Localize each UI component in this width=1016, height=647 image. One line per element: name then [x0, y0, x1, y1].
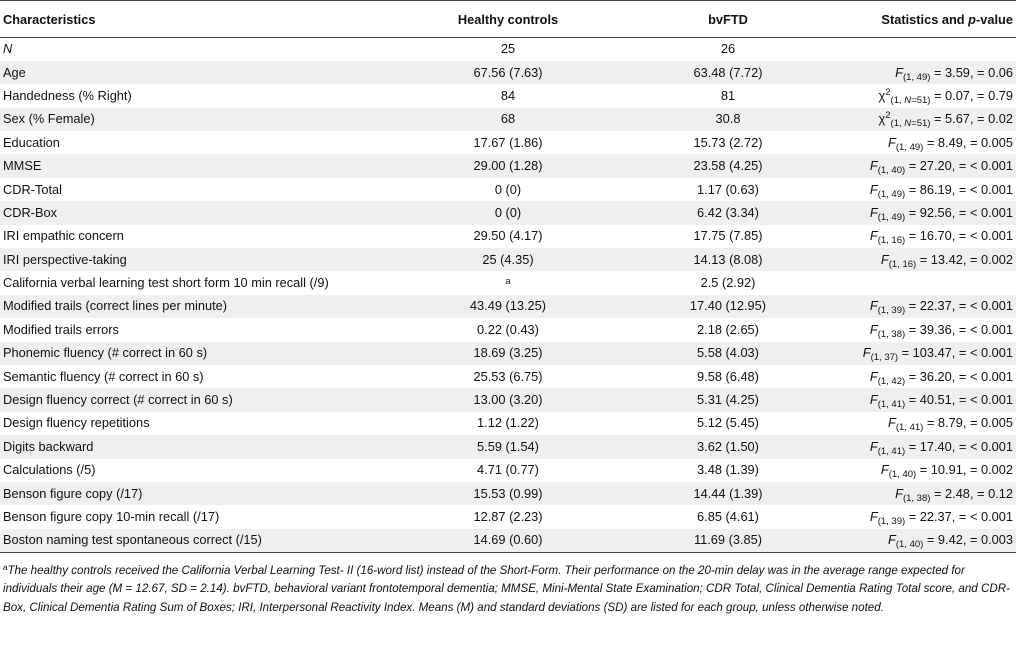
row-healthy-controls-value: 0 (0) [494, 204, 522, 220]
footnote-ref: a [505, 275, 511, 287]
row-bvftd-value: 5.31 (4.25) [697, 392, 759, 408]
row-characteristic: Design fluency correct (# correct in 60 s) [3, 392, 233, 408]
stat-value: 92.56 [919, 204, 952, 220]
row-characteristic: Design fluency repetitions [3, 415, 150, 431]
row-characteristic: Modified trails (correct lines per minute) [3, 298, 228, 314]
stat-p-value: 0.79 [988, 87, 1013, 103]
table-row [0, 505, 1016, 528]
table-body [0, 38, 1016, 553]
row-statistic: $F_{(1, 39)} = 22.37$, = < 0.001 [869, 298, 1013, 317]
row-characteristic: Education [3, 134, 60, 150]
stat-value: 5.67 [945, 111, 970, 127]
stat-df: (1, 16) [888, 258, 917, 270]
table-row [0, 61, 1016, 84]
stat-test: F [880, 251, 889, 267]
row-statistic: $\chi^2_{(1, N=51)} = 5.67$, = 0.02 [878, 110, 1013, 130]
stat-value: 13.42 [930, 251, 963, 267]
stat-test: χ [878, 87, 886, 103]
row-statistic: $F_{(1, 40)} = 10.91$, = 0.002 [880, 462, 1013, 481]
table-row [0, 201, 1016, 224]
row-bvftd-value: 1.17 (0.63) [697, 181, 759, 197]
stat-df: (1, 49) [902, 71, 931, 83]
row-statistic: $F_{(1, 38)} = 39.36$, = < 0.001 [869, 321, 1013, 340]
table-row [0, 295, 1016, 318]
table-row [0, 388, 1016, 411]
stat-test: F [869, 181, 878, 197]
stat-value: 8.49 [937, 134, 963, 150]
row-statistic: $F_{(1, 41)} = 40.51$, = < 0.001 [869, 392, 1013, 411]
table-row [0, 178, 1016, 201]
row-healthy-controls-value: 17.67 (1.86) [473, 134, 543, 150]
row-statistic: $F_{(1, 38)} = 2.48$, = 0.12 [895, 485, 1013, 504]
stat-test: F [888, 532, 896, 548]
footnote-text: The healthy controls received the California Verbal Learning Test- II (16-word list) instead of the Short-Form. Their performance on the 20-min delay was in the average range expected for individuals their age (M = 12.67, SD = 2.14). bvFTD, behavioral variant frontotemporal dementia; MMSE, Mini-Mental State Examination; CDR Total, Clinical Dementia Rating Total score, and CDR-Box, Clinical Dementia Rating Sum of Boxes; IRI, Interpersonal Reactivity Index. Means (M) and standard deviations (SD) are listed for each group, unless otherwise noted. [3, 563, 1010, 614]
stat-p-value: 0.06 [988, 64, 1013, 80]
row-statistic: $F_{(1, 41)} = 17.40$, = < 0.001 [869, 438, 1013, 457]
table-row [0, 84, 1016, 107]
row-characteristic: Semantic fluency (# correct in 60 s) [3, 368, 204, 384]
row-healthy-controls-value: 5.59 (1.54) [477, 438, 539, 454]
stat-p-value: 0.12 [988, 485, 1013, 501]
stat-p-value: 0.002 [980, 251, 1013, 267]
stat-df: (1, 16) [877, 235, 906, 247]
stat-test: F [869, 158, 878, 174]
stat-p-value: 0.003 [980, 532, 1013, 548]
stat-df: (1, 38) [877, 328, 906, 340]
stat-p-value: < 0.001 [969, 392, 1013, 408]
table-row [0, 342, 1016, 365]
stat-df: (1, 49) [877, 211, 906, 223]
row-bvftd-value: 3.48 (1.39) [697, 462, 759, 478]
row-statistic: $F_{(1, 49)} = 92.56$, = < 0.001 [869, 204, 1013, 223]
table-row [0, 38, 1016, 61]
row-bvftd-value: 30.8 [715, 111, 741, 127]
stat-value: 8.79 [937, 415, 963, 431]
row-statistic: $\chi^2_{(1, N=51)} = 0.07$, = 0.79 [878, 86, 1013, 106]
row-characteristic: Handedness (% Right) [3, 87, 132, 103]
row-bvftd-value: 23.58 (4.25) [693, 158, 763, 174]
row-statistic: $F_{(1, 16)} = 13.42$, = 0.002 [880, 251, 1013, 270]
row-statistic: $F_{(1, 41)} = 8.79$, = 0.005 [888, 415, 1013, 434]
row-bvftd-value: 81 [720, 87, 736, 103]
row-statistic: $F_{(1, 39)} = 22.37$, = < 0.001 [869, 509, 1013, 527]
row-healthy-controls-value: 25 (4.35) [482, 251, 534, 267]
row-bvftd-value: 14.13 (8.08) [693, 251, 763, 267]
header-statistics: Statistics and p-value [838, 1, 1016, 38]
row-statistic: $F_{(1, 40)} = 9.42$, = 0.003 [838, 529, 1016, 552]
row-bvftd-value: 3.62 (1.50) [697, 438, 759, 454]
row-characteristic: California verbal learning test short form 10 min recall (/9) [3, 275, 329, 291]
row-healthy-controls-value: 84 [500, 87, 516, 103]
stat-df: (1, 39) [877, 305, 906, 317]
stat-value: 22.37 [919, 298, 952, 314]
table-row [0, 154, 1016, 177]
row-bvftd-value: 2.18 (2.65) [697, 321, 759, 337]
stat-value: 2.48 [945, 485, 970, 501]
row-characteristic: Calculations (/5) [3, 462, 96, 478]
stat-p-value: 0.005 [980, 134, 1013, 150]
stat-p-value: < 0.001 [969, 345, 1013, 361]
row-healthy-controls-value: 14.69 (0.60) [398, 529, 618, 552]
row-healthy-controls-value: 1.12 (1.22) [477, 415, 539, 431]
stat-value: 86.19 [919, 181, 952, 197]
row-characteristic: IRI empathic concern [3, 228, 124, 244]
row-bvftd-value: 14.44 (1.39) [693, 485, 763, 501]
stat-value: 9.42 [937, 532, 963, 548]
stat-value: 16.70 [919, 228, 952, 244]
table-row [0, 412, 1016, 435]
row-healthy-controls-value: 43.49 (13.25) [469, 298, 547, 314]
stat-df: (1, 49) [877, 188, 906, 200]
row-characteristic: Benson figure copy (/17) [3, 485, 143, 501]
table-row [0, 459, 1016, 482]
stat-df: (1, N=51) [890, 118, 931, 130]
row-statistic: $F_{(1, 40)} = 27.20$, = < 0.001 [869, 158, 1013, 177]
row-healthy-controls-value: 68 [500, 111, 516, 127]
stat-df: (1, 37) [870, 352, 899, 364]
row-healthy-controls-value: 12.87 (2.23) [473, 509, 543, 524]
table-footnote [0, 553, 1016, 618]
row-bvftd-value: 11.69 (3.85) [618, 529, 838, 552]
row-healthy-controls-value [398, 271, 618, 294]
row-bvftd-value: 26 [720, 41, 736, 57]
stat-test: F [862, 345, 871, 361]
stat-test: F [869, 392, 878, 408]
row-statistic: $F_{(1, 49)} = 3.59$, = 0.06 [895, 64, 1013, 83]
row-characteristic: MMSE [3, 158, 42, 174]
stat-df: (1, 42) [877, 375, 906, 387]
row-statistic: $F_{(1, 16)} = 16.70$, = < 0.001 [869, 228, 1013, 247]
table-row [0, 225, 1016, 248]
stat-test: F [869, 204, 878, 220]
stat-df: (1, 41) [877, 445, 906, 457]
stat-df: (1, 41) [895, 422, 924, 434]
row-healthy-controls-value: 13.00 (3.20) [473, 392, 543, 408]
row-characteristic: Age [3, 64, 26, 80]
row-characteristic: N [3, 41, 13, 57]
stat-p-value: < 0.001 [969, 158, 1013, 174]
stat-p-value: 0.005 [980, 415, 1013, 431]
row-statistic: $F_{(1, 42)} = 36.20$, = < 0.001 [869, 368, 1013, 387]
row-healthy-controls-value: 67.56 (7.63) [473, 64, 543, 80]
stat-value: 3.59 [945, 64, 970, 80]
stat-test: F [888, 415, 896, 431]
footnote-marker: a [3, 562, 8, 572]
row-characteristic: CDR-Total [3, 181, 63, 197]
stat-df: (1, 38) [902, 492, 931, 504]
row-statistic [838, 271, 1016, 294]
row-statistic [838, 38, 1016, 61]
table-row [0, 365, 1016, 388]
stat-test: χ [878, 111, 886, 127]
stat-p-value: 0.02 [988, 111, 1013, 127]
stat-df: (1, 40) [895, 539, 924, 551]
table-row [0, 248, 1016, 271]
stat-test: F [869, 368, 878, 384]
header-healthy-controls: Healthy controls [398, 1, 618, 38]
row-healthy-controls-value: 0 (0) [494, 181, 522, 197]
stat-test: F [895, 485, 903, 501]
row-characteristic: Modified trails errors [3, 321, 119, 337]
stat-p-value: < 0.001 [969, 228, 1013, 244]
stat-value: 103.47 [912, 345, 952, 361]
row-bvftd-value: 17.40 (12.95) [689, 298, 767, 314]
stat-df: (1, 41) [877, 399, 906, 411]
row-healthy-controls-value: 4.71 (0.77) [477, 462, 539, 478]
stat-value: 40.51 [919, 392, 952, 408]
row-statistic: $F_{(1, 37)} = 103.47$, = < 0.001 [862, 345, 1013, 364]
stat-value: 10.91 [930, 462, 963, 478]
stat-p-value: < 0.001 [969, 509, 1013, 524]
stat-test: F [895, 64, 903, 80]
stat-test: F [869, 298, 878, 314]
table-row [0, 529, 1016, 552]
stat-p-value: < 0.001 [969, 298, 1013, 314]
row-healthy-controls-value: 15.53 (0.99) [473, 485, 543, 501]
row-healthy-controls-value: 25 [500, 41, 516, 57]
stat-p-value: < 0.001 [969, 438, 1013, 454]
header-bvftd: bvFTD [618, 1, 838, 38]
table-row [0, 318, 1016, 341]
row-characteristic: Benson figure copy 10-min recall (/17) [3, 509, 220, 524]
row-healthy-controls-value: 29.50 (4.17) [473, 228, 543, 244]
stat-df: (1, 49) [895, 141, 924, 153]
row-characteristic: Sex (% Female) [3, 111, 95, 127]
row-characteristic: IRI perspective-taking [3, 251, 127, 267]
row-bvftd-value: 2.5 (2.92) [700, 275, 756, 291]
stat-test: F [869, 228, 878, 244]
header-row [0, 1, 1016, 38]
row-healthy-controls-value: 29.00 (1.28) [473, 158, 543, 174]
stat-value: 17.40 [919, 438, 952, 454]
row-characteristic: Boston naming test spontaneous correct (/15) [0, 529, 398, 552]
stat-df: (1, N=51) [890, 94, 931, 106]
row-statistic: $F_{(1, 49)} = 8.49$, = 0.005 [888, 134, 1013, 153]
table-row [0, 131, 1016, 154]
stat-test: F [880, 462, 889, 478]
row-bvftd-value: 6.42 (3.34) [697, 204, 759, 220]
table-row [0, 435, 1016, 458]
stat-df: (1, 40) [888, 469, 917, 481]
table-row [0, 482, 1016, 505]
row-statistic: $F_{(1, 49)} = 86.19$, = < 0.001 [869, 181, 1013, 200]
stat-p-value: < 0.001 [969, 321, 1013, 337]
stat-test: F [888, 134, 896, 150]
stat-test: F [869, 509, 878, 524]
row-bvftd-value: 6.85 (4.61) [697, 509, 759, 524]
stat-test: F [869, 438, 878, 454]
stat-df: (1, 39) [877, 516, 906, 527]
stat-value: 0.07 [945, 87, 970, 103]
row-characteristic: Phonemic fluency (# correct in 60 s) [3, 345, 208, 361]
row-characteristic: CDR-Box [3, 204, 58, 220]
stat-df: (1, 40) [877, 165, 906, 177]
stat-p-value: < 0.001 [969, 368, 1013, 384]
stat-p-value: < 0.001 [969, 204, 1013, 220]
stat-value: 36.20 [919, 368, 952, 384]
stat-p-value: 0.002 [980, 462, 1013, 478]
row-healthy-controls-value: 18.69 (3.25) [473, 345, 543, 361]
table-header [0, 1, 1016, 38]
row-bvftd-value: 5.12 (5.45) [697, 415, 759, 431]
row-characteristic: Digits backward [3, 438, 94, 454]
stat-value: 27.20 [919, 158, 952, 174]
row-bvftd-value: 17.75 (7.85) [693, 228, 763, 244]
row-bvftd-value: 15.73 (2.72) [693, 134, 763, 150]
header-characteristics: Characteristics [0, 1, 398, 38]
stat-value: 22.37 [919, 509, 952, 524]
stat-value: 39.36 [919, 321, 952, 337]
table-row [0, 271, 1016, 294]
stat-test: F [869, 321, 878, 337]
row-healthy-controls-value: 25.53 (6.75) [473, 368, 543, 384]
table-row [0, 108, 1016, 131]
row-bvftd-value: 9.58 (6.48) [697, 368, 759, 384]
row-healthy-controls-value: 0.22 (0.43) [477, 321, 539, 337]
row-bvftd-value: 63.48 (7.72) [693, 64, 763, 80]
row-bvftd-value: 5.58 (4.03) [697, 345, 759, 361]
stat-p-value: < 0.001 [969, 181, 1013, 197]
